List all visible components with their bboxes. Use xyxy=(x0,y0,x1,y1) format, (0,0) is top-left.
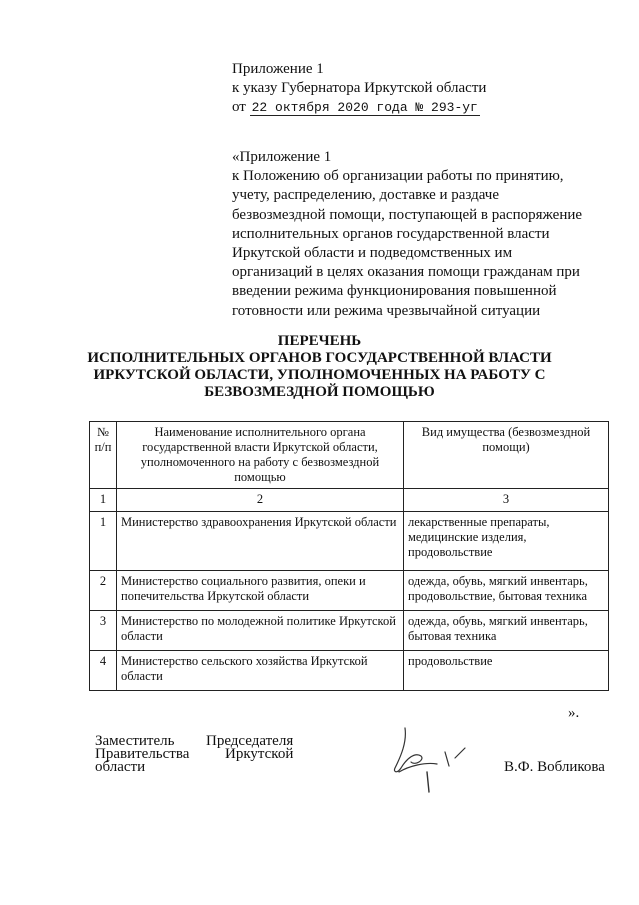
row-kind: одежда, обувь, мягкий инвентарь, бытовая техника xyxy=(404,611,609,651)
nested-attachment-line: «Приложение 1 xyxy=(232,149,332,165)
signer-title-line5: Иркутской xyxy=(225,746,294,762)
signer-title-line1: Заместитель xyxy=(95,733,175,749)
document-title-line4: БЕЗВОЗМЕЗДНОЙ ПОМОЩЬЮ xyxy=(204,384,435,400)
nested-attachment-line: учету, распределению, доставке и раздаче xyxy=(232,187,499,204)
document-title-line2: ИСПОЛНИТЕЛЬНЫХ ОРГАНОВ ГОСУДАРСТВЕННОЙ ВЛАСТИ xyxy=(87,350,552,366)
table-index-row xyxy=(90,489,609,512)
signer-title-line2: Правительства xyxy=(95,746,190,762)
table-header-row xyxy=(90,422,609,489)
nested-attachment xyxy=(232,148,602,321)
index-cell: 1 xyxy=(90,489,117,512)
row-kind: лекарственные препараты, медицинские изделия, продовольствие xyxy=(404,512,609,571)
nested-attachment-line: исполнительных органов государственной власти xyxy=(232,225,550,242)
attachment-date-value: 22 октября 2020 года № 293-уг xyxy=(251,100,478,115)
header-num: № п/п xyxy=(90,422,117,489)
attachment-line2: к указу Губернатора Иркутской области xyxy=(232,80,487,96)
handwritten-signature xyxy=(385,722,475,797)
header-name: Наименование исполнительного органа государственной власти Иркутской области, уполномоченного на работу с безвозмездной помощью xyxy=(117,422,404,489)
nested-attachment-line: готовности или режима чрезвычайной ситуации xyxy=(232,302,541,319)
nested-attachment-line: безвозмездной помощи, поступающей в распоряжение xyxy=(232,206,583,223)
attachment-line1: Приложение 1 xyxy=(232,61,324,77)
index-cell: 2 xyxy=(117,489,404,512)
table-row xyxy=(90,611,609,651)
row-kind: продовольствие xyxy=(404,651,609,691)
document-title-line3: ИРКУТСКОЙ ОБЛАСТИ, УПОЛНОМОЧЕННЫХ НА РАБОТУ С xyxy=(93,367,546,383)
table-row xyxy=(90,512,609,571)
row-name: Министерство здравоохранения Иркутской области xyxy=(117,512,404,571)
bodies-table xyxy=(89,421,609,691)
attachment-date xyxy=(232,98,480,117)
nested-attachment-line: введении режима функционирования повышенной xyxy=(232,283,557,300)
row-num: 1 xyxy=(90,512,117,571)
signer-title-line4: Председателя xyxy=(206,733,294,749)
row-num: 4 xyxy=(90,651,117,691)
nested-attachment-line: к Положению об организации работы по принятию, xyxy=(232,168,564,185)
nested-attachment-line: Иркутской области и подведомственных им xyxy=(232,245,513,262)
signer-name: В.Ф. Вобликова xyxy=(504,759,605,775)
signer-title-line3: области xyxy=(95,759,146,775)
closing-quote: ». xyxy=(568,705,580,721)
row-name: Министерство сельского хозяйства Иркутской области xyxy=(117,651,404,691)
nested-attachment-line: организаций в целях оказания помощи гражданам при xyxy=(232,264,580,281)
row-num: 2 xyxy=(90,571,117,611)
row-kind: одежда, обувь, мягкий инвентарь, продовольствие, бытовая техника xyxy=(404,571,609,611)
row-name: Министерство по молодежной политике Иркутской области xyxy=(117,611,404,651)
row-name: Министерство социального развития, опеки и попечительства Иркутской области xyxy=(117,571,404,611)
document-title-line1: ПЕРЕЧЕНЬ xyxy=(277,333,362,349)
table-row xyxy=(90,571,609,611)
header-kind: Вид имущества (безвозмездной помощи) xyxy=(404,422,609,489)
index-cell: 3 xyxy=(404,489,609,512)
attachment-date-prefix: от xyxy=(232,99,246,115)
row-num: 3 xyxy=(90,611,117,651)
table-row xyxy=(90,651,609,691)
